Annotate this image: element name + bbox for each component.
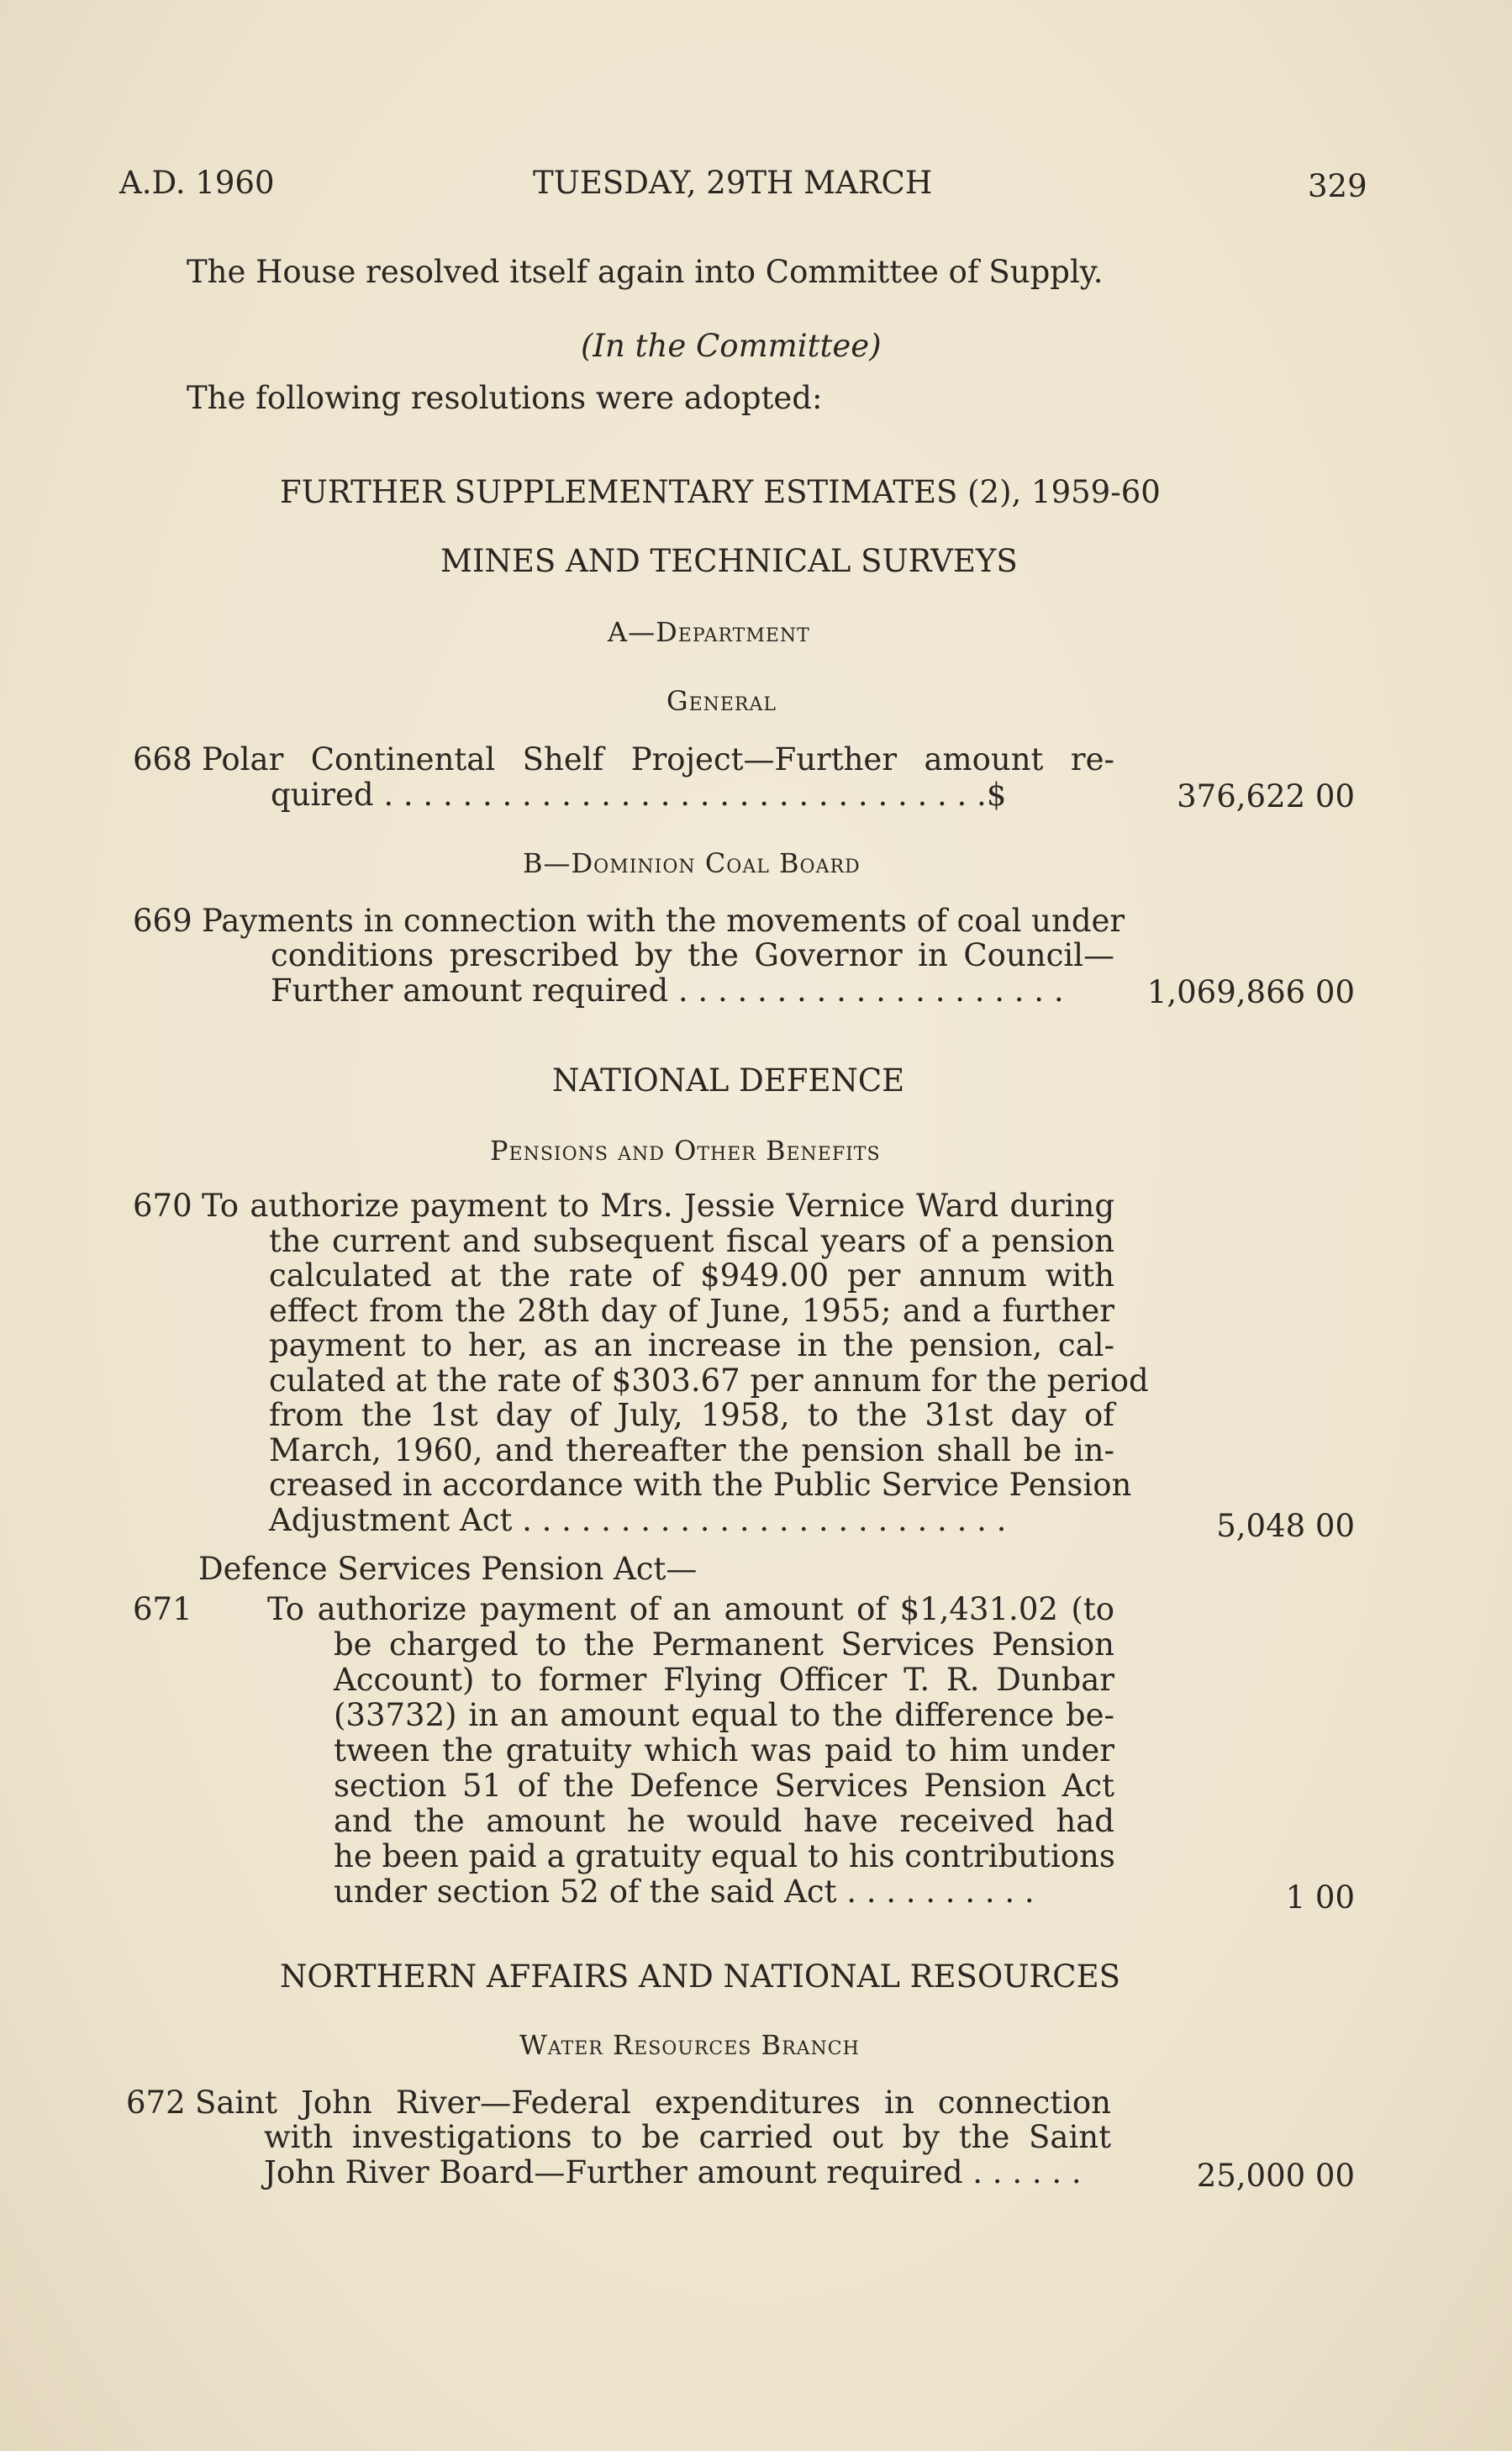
item-670-line-3: calculated at the rate of $949.00 per annum with <box>269 1257 1114 1294</box>
item-number-670: 670 <box>133 1188 192 1224</box>
amount-671: 1 00 <box>1285 1879 1355 1916</box>
subheading-water-resources: Water Resources Branch <box>519 2029 860 2061</box>
item-number-668: 668 <box>133 741 192 777</box>
subheading-pensions: Pensions and Other Benefits <box>490 1135 881 1167</box>
section-title-defence: NATIONAL DEFENCE <box>552 1062 905 1099</box>
header-date: TUESDAY, 29TH MARCH <box>533 165 933 201</box>
item-670-line-6: culated at the rate of $303.67 per annum for the period <box>269 1363 1149 1399</box>
amount-670: 5,048 00 <box>1216 1508 1355 1544</box>
item-671-line-3: Account) to former Flying Officer T. R. Dunbar <box>334 1662 1114 1698</box>
in-committee-note: (In the Committee) <box>581 328 882 364</box>
item-670-line-1: To authorize payment to Mrs. Jessie Vernice Ward during <box>202 1188 1114 1224</box>
item-671-line-8: he been paid a gratuity equal to his contributions <box>334 1838 1115 1874</box>
item-668-line-1: Polar Continental Shelf Project—Further amount re- <box>202 741 1114 777</box>
subheading-department: A—Department <box>608 616 810 648</box>
item-672-line-1: Saint John River—Federal expenditures in connection <box>195 2085 1111 2121</box>
item-669-line-3: Further amount required . . . . . . . . . . . . . . . . . . . . <box>271 972 1064 1009</box>
item-669-line-2: conditions prescribed by the Governor in Council— <box>271 937 1114 973</box>
item-670-line-2: the current and subsequent fiscal years of a pension <box>269 1223 1114 1259</box>
item-number-671: 671 <box>133 1591 192 1627</box>
amount-668: 376,622 00 <box>1177 778 1355 814</box>
item-671-line-9: under section 52 of the said Act . . . . . . . . . . <box>334 1874 1035 1910</box>
item-671-line-5: tween the gratuity which was paid to him under <box>334 1732 1114 1768</box>
intro-line-2: The following resolutions were adopted: <box>187 380 823 416</box>
amount-672: 25,000 00 <box>1196 2158 1355 2194</box>
defence-services-pension-act-heading: Defence Services Pension Act— <box>198 1551 698 1587</box>
subheading-dominion-coal-board: B—Dominion Coal Board <box>523 847 861 879</box>
item-670-line-9: creased in accordance with the Public Service Pension <box>269 1467 1132 1503</box>
item-671-line-1: To authorize payment of an amount of $1,431.02 (to <box>267 1591 1114 1627</box>
item-668-line-2: quired . . . . . . . . . . . . . . . . . . . . . . . . . . . . . . .$ <box>271 777 1007 813</box>
item-669-line-1: Payments in connection with the movements of coal under <box>202 903 1125 939</box>
page-number: 329 <box>1308 168 1367 204</box>
item-671-line-6: section 51 of the Defence Services Pension Act <box>334 1768 1114 1804</box>
subheading-general: General <box>666 685 777 717</box>
item-671-line-2: be charged to the Permanent Services Pension <box>334 1626 1114 1663</box>
item-670-line-8: March, 1960, and thereafter the pension shall be in- <box>269 1432 1114 1468</box>
item-670-line-5: payment to her, as an increase in the pension, cal- <box>269 1327 1114 1363</box>
item-672-line-2: with investigations to be carried out by the Saint <box>264 2119 1111 2155</box>
header-year: A.D. 1960 <box>119 165 275 201</box>
item-671-line-4: (33732) in an amount equal to the difference be- <box>334 1697 1114 1733</box>
intro-line-1: The House resolved itself again into Committee of Supply. <box>187 254 1104 290</box>
main-title: FURTHER SUPPLEMENTARY ESTIMATES (2), 1959-60 <box>280 474 1161 510</box>
section-title-northern-affairs: NORTHERN AFFAIRS AND NATIONAL RESOURCES <box>280 1958 1120 1995</box>
item-670-line-7: from the 1st day of July, 1958, to the 31st day of <box>269 1397 1114 1433</box>
item-671-line-7: and the amount he would have received had <box>334 1803 1114 1839</box>
item-number-672: 672 <box>126 2085 186 2121</box>
item-number-669: 669 <box>133 903 192 939</box>
amount-669: 1,069,866 00 <box>1146 974 1355 1010</box>
item-672-line-3: John River Board—Further amount required . . . . . . <box>264 2154 1082 2190</box>
section-title-mines: MINES AND TECHNICAL SURVEYS <box>440 543 1018 579</box>
item-670-line-10: Adjustment Act . . . . . . . . . . . . . . . . . . . . . . . . . <box>269 1502 1007 1538</box>
item-670-line-4: effect from the 28th day of June, 1955; and a further <box>269 1293 1114 1329</box>
